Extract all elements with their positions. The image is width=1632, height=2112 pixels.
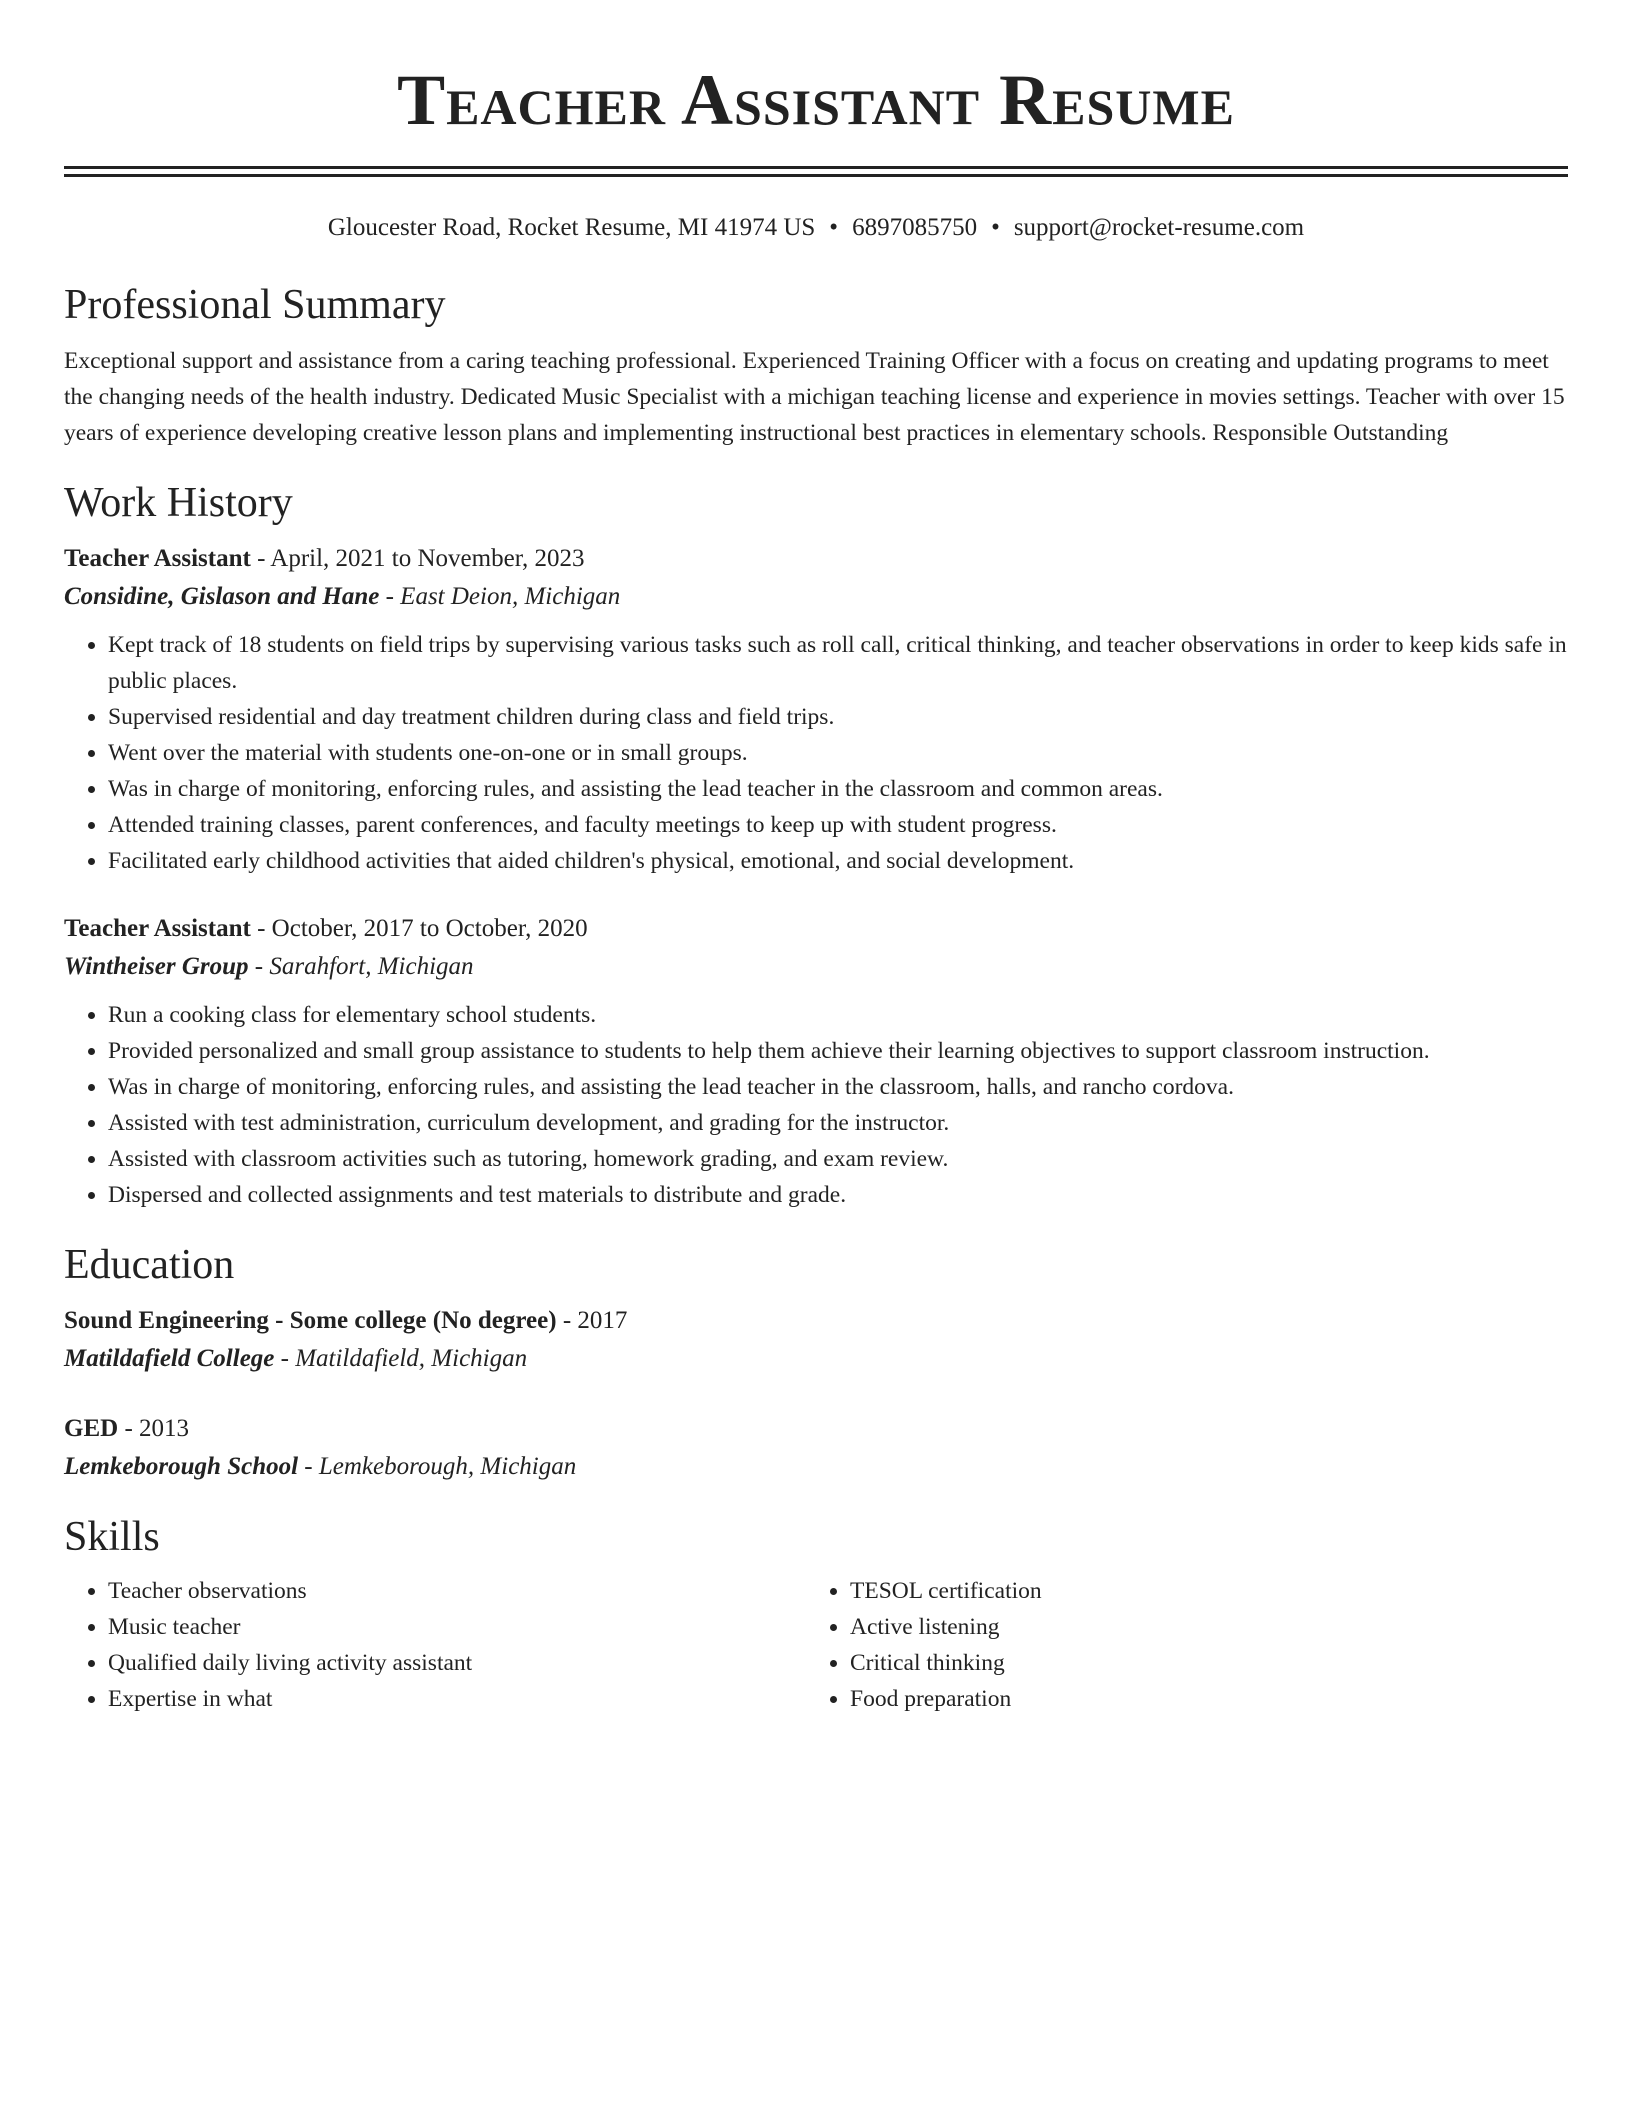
contact-email: support@rocket-resume.com (1013, 214, 1305, 241)
job-duties-list (64, 627, 1568, 879)
work-history-heading: Work History (64, 480, 293, 526)
list-item: • Attended training classes, parent conferences, and faculty meetings to keep up with student progress. (108, 807, 1568, 843)
education-degree: GED (64, 1415, 119, 1442)
skills-list-right (806, 1573, 1548, 1717)
job-title: Teacher Assistant (64, 545, 251, 572)
list-item: • Was in charge of monitoring, enforcing rules, and assisting the lead teacher in the classroom and common areas. (108, 771, 1568, 807)
list-item: • Run a cooking class for elementary school students. (108, 997, 1568, 1033)
list-item: • Assisted with test administration, curriculum development, and grading for the instructor. (108, 1105, 1568, 1141)
list-item: • Kept track of 18 students on field trips by supervising various tasks such as roll call, critical thinking, and teacher observations in order to keep kids safe in public places. (108, 627, 1568, 699)
education-header (64, 1411, 1568, 1447)
summary-section (64, 279, 1568, 451)
list-item: • Provided personalized and small group assistance to students to help them achieve their learning objectives to support classroom instruction. (108, 1033, 1568, 1069)
list-item: • Facilitated early childhood activities that aided children's physical, emotional, and social development. (108, 843, 1568, 879)
education-section (64, 1239, 1568, 1487)
skill-item: • Expertise in what (108, 1681, 806, 1717)
list-item: • Assisted with classroom activities such as tutoring, homework grading, and exam review. (108, 1141, 1568, 1177)
job-location: - Sarahfort, Michigan (248, 953, 474, 980)
list-item: • Supervised residential and day treatment children during class and field trips. (108, 699, 1568, 735)
job-employer (64, 947, 1568, 987)
contact-phone: 6897085750 (852, 214, 978, 241)
contact-separator: • (829, 214, 839, 241)
education-school: Lemkeborough School (64, 1453, 299, 1480)
job-company: Wintheiser Group (64, 953, 249, 980)
education-school-line (64, 1339, 1568, 1379)
skill-item: • TESOL certification (850, 1573, 1548, 1609)
skills-section (64, 1511, 1568, 1717)
skills-list-left (64, 1573, 806, 1717)
skill-item: • Active listening (850, 1609, 1548, 1645)
job-header (64, 911, 1568, 947)
skill-item: • Music teacher (108, 1609, 806, 1645)
job-header (64, 541, 1568, 577)
education-header (64, 1303, 1568, 1339)
education-year: - 2013 (118, 1415, 190, 1442)
skill-item: • Teacher observations (108, 1573, 806, 1609)
contact-line (64, 211, 1568, 245)
title-double-rule (64, 166, 1568, 177)
skill-item: • Food preparation (850, 1681, 1548, 1717)
education-location: - Lemkeborough, Michigan (298, 1453, 577, 1480)
work-history-section (64, 477, 1568, 1213)
job-title: Teacher Assistant (64, 915, 251, 942)
contact-separator: • (991, 214, 1000, 241)
skills-heading: Skills (64, 1514, 160, 1560)
education-entry (64, 1303, 1568, 1379)
education-heading: Education (64, 1242, 235, 1288)
education-year: - 2017 (556, 1307, 628, 1334)
education-school: Matildafield College (64, 1345, 275, 1372)
job-dates: - April, 2021 to November, 2023 (250, 545, 585, 572)
skills-columns (64, 1573, 1568, 1717)
job-dates: - October, 2017 to October, 2020 (250, 915, 588, 942)
list-item: • Went over the material with students one-on-one or in small groups. (108, 735, 1568, 771)
job-employer (64, 577, 1568, 617)
education-degree: Sound Engineering - Some college (No degree) (64, 1307, 557, 1334)
contact-address: Gloucester Road, Rocket Resume, MI 41974 US (327, 214, 816, 241)
summary-heading: Professional Summary (64, 282, 446, 328)
job-entry (64, 911, 1568, 1213)
resume-title: Teacher Assistant Resume (397, 60, 1235, 140)
job-location: - East Deion, Michigan (379, 583, 621, 610)
education-entry (64, 1411, 1568, 1487)
job-duties-list (64, 997, 1568, 1213)
summary-text: Exceptional support and assistance from a caring teaching professional. Experienced Training Officer with a focus on creating and updating programs to meet the changing needs of the health industry. Dedicated Music Specialist with a michigan teaching license and experience in movies settings. Teacher with over 15 years of experience developing creative lesson plans and implementing instructional best practices in elementary schools. Responsible Outstanding (64, 348, 1565, 446)
skill-item: • Qualified daily living activity assistant (108, 1645, 806, 1681)
education-school-line (64, 1447, 1568, 1487)
job-company: Considine, Gislason and Hane (64, 583, 380, 610)
education-location: - Matildafield, Michigan (274, 1345, 528, 1372)
skill-item: • Critical thinking (850, 1645, 1548, 1681)
job-entry (64, 541, 1568, 879)
list-item: • Dispersed and collected assignments and test materials to distribute and grade. (108, 1177, 1568, 1213)
list-item: • Was in charge of monitoring, enforcing rules, and assisting the lead teacher in the classroom, halls, and rancho cordova. (108, 1069, 1568, 1105)
